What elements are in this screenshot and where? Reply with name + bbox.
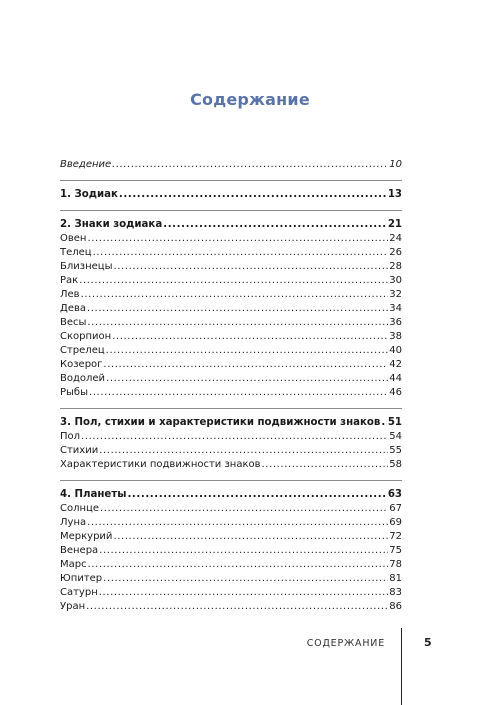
- page-title: Содержание: [190, 90, 310, 109]
- toc-entry-label: Дева: [60, 303, 86, 314]
- dot-leader: [381, 416, 386, 430]
- toc-entry[interactable]: [60, 344, 402, 358]
- toc-entry-page: 36: [389, 317, 402, 328]
- toc-entry-page: 40: [389, 345, 402, 356]
- toc-entry-page: 42: [389, 359, 402, 370]
- toc-entry-label: 3. Пол, стихии и характеристики подвижности знаков: [60, 417, 381, 428]
- section-divider: [60, 480, 402, 481]
- toc-entry-label: Рак: [60, 275, 79, 286]
- toc-entry-page: 67: [389, 503, 402, 514]
- dot-leader: [99, 586, 389, 600]
- dot-leader: [112, 158, 388, 172]
- toc-entry-page: 44: [389, 373, 402, 384]
- toc-entry-label: Лев: [60, 289, 80, 300]
- toc-entry-page: 24: [389, 233, 402, 244]
- toc-entry[interactable]: [60, 516, 402, 530]
- toc-entry-label: Солнце: [60, 503, 99, 514]
- dot-leader: [262, 458, 389, 472]
- toc-entry[interactable]: [60, 288, 402, 302]
- dot-leader: [163, 218, 387, 232]
- dot-leader: [99, 444, 388, 458]
- dot-leader: [100, 502, 388, 516]
- toc-entry[interactable]: [60, 530, 402, 544]
- toc-entry-label: Стихии: [60, 445, 99, 456]
- dot-leader: [87, 302, 388, 316]
- toc-chapter-2[interactable]: [60, 218, 402, 232]
- toc-entry[interactable]: [60, 260, 402, 274]
- toc-entry-label: Стрелец: [60, 345, 105, 356]
- toc-entry[interactable]: [60, 502, 402, 516]
- toc-entry[interactable]: [60, 558, 402, 572]
- footer-divider: [401, 628, 402, 705]
- toc-chapter-1[interactable]: [60, 188, 402, 202]
- dot-leader: [127, 488, 386, 502]
- toc-entry[interactable]: [60, 386, 402, 400]
- toc-entry-label: 4. Планеты: [60, 489, 127, 500]
- toc-entry-page: 55: [389, 445, 402, 456]
- toc-entry-label: Уран: [60, 601, 86, 612]
- toc-entry-page: 32: [389, 289, 402, 300]
- toc-entry-label: Характеристики подвижности знаков: [60, 459, 261, 470]
- toc-entry-page: 83: [389, 587, 402, 598]
- dot-leader: [93, 246, 389, 260]
- dot-leader: [87, 316, 388, 330]
- dot-leader: [113, 530, 388, 544]
- dot-leader: [81, 430, 388, 444]
- toc-entry-label: Овен: [60, 233, 87, 244]
- toc-entry-label: Сатурн: [60, 587, 98, 598]
- toc-entry-page: 21: [387, 219, 402, 230]
- toc-entry[interactable]: [60, 316, 402, 330]
- toc-entry-page: 86: [389, 601, 402, 612]
- toc-entry-label: Водолей: [60, 373, 106, 384]
- table-of-contents: [60, 158, 402, 614]
- toc-entry[interactable]: [60, 372, 402, 386]
- toc-entry-page: 38: [389, 331, 402, 342]
- dot-leader: [88, 558, 389, 572]
- toc-chapter-3[interactable]: [60, 416, 402, 430]
- toc-entry-page: 10: [389, 159, 402, 170]
- dot-leader: [89, 386, 388, 400]
- dot-leader: [87, 232, 388, 246]
- dot-leader: [119, 188, 387, 202]
- dot-leader: [103, 358, 388, 372]
- toc-entry-page: 13: [387, 189, 402, 200]
- dot-leader: [106, 344, 389, 358]
- toc-entry-page: 58: [389, 459, 402, 470]
- toc-entry-label: 2. Знаки зодиака: [60, 219, 163, 230]
- toc-entry-page: 63: [387, 489, 402, 500]
- toc-entry-label: Марс: [60, 559, 87, 570]
- toc-entry-page: 69: [389, 517, 402, 528]
- toc-entry-page: 72: [389, 531, 402, 542]
- toc-entry-label: Луна: [60, 517, 87, 528]
- toc-entry-page: 26: [389, 247, 402, 258]
- toc-entry-label: Близнецы: [60, 261, 113, 272]
- toc-entry-page: 75: [389, 545, 402, 556]
- toc-entry[interactable]: [60, 274, 402, 288]
- dot-leader: [106, 372, 388, 386]
- toc-entry-label: Пол: [60, 431, 81, 442]
- toc-entry-label: 1. Зодиак: [60, 189, 118, 200]
- toc-entry[interactable]: [60, 232, 402, 246]
- toc-entry[interactable]: [60, 444, 402, 458]
- page-number: 5: [424, 636, 432, 649]
- dot-leader: [87, 516, 388, 530]
- toc-entry-page: 81: [389, 573, 402, 584]
- toc-entry-label: Венера: [60, 545, 99, 556]
- toc-entry[interactable]: [60, 330, 402, 344]
- toc-entry-page: 30: [389, 275, 402, 286]
- toc-entry-page: 34: [389, 303, 402, 314]
- toc-entry[interactable]: [60, 302, 402, 316]
- toc-entry[interactable]: [60, 246, 402, 260]
- toc-entry[interactable]: [60, 600, 402, 614]
- dot-leader: [99, 544, 388, 558]
- dot-leader: [112, 330, 388, 344]
- toc-entry-label: Скорпион: [60, 331, 112, 342]
- section-divider: [60, 180, 402, 181]
- toc-entry-label: Весы: [60, 317, 87, 328]
- toc-entry-page: 51: [387, 417, 402, 428]
- toc-entry-intro[interactable]: [60, 158, 402, 172]
- dot-leader: [86, 600, 388, 614]
- toc-entry[interactable]: [60, 544, 402, 558]
- toc-entry-label: Юпитер: [60, 573, 103, 584]
- section-divider: [60, 210, 402, 211]
- toc-entry-page: 46: [389, 387, 402, 398]
- dot-leader: [113, 260, 388, 274]
- toc-entry[interactable]: [60, 572, 402, 586]
- toc-entry-label: Рыбы: [60, 387, 88, 398]
- section-divider: [60, 408, 402, 409]
- dot-leader: [81, 288, 389, 302]
- toc-entry[interactable]: [60, 458, 402, 472]
- toc-entry-label: Введение: [60, 159, 112, 170]
- toc-entry-label: Козерог: [60, 359, 103, 370]
- toc-entry-label: Меркурий: [60, 531, 113, 542]
- toc-chapter-4[interactable]: [60, 488, 402, 502]
- toc-entry[interactable]: [60, 586, 402, 600]
- toc-entry-page: 78: [389, 559, 402, 570]
- toc-entry[interactable]: [60, 430, 402, 444]
- toc-entry-page: 54: [389, 431, 402, 442]
- toc-entry-label: Телец: [60, 247, 92, 258]
- dot-leader: [103, 572, 388, 586]
- dot-leader: [79, 274, 388, 288]
- toc-entry-page: 28: [389, 261, 402, 272]
- running-footer-section: СОДЕРЖАНИЕ: [306, 638, 385, 649]
- chapter-list: [60, 180, 402, 614]
- toc-entry[interactable]: [60, 358, 402, 372]
